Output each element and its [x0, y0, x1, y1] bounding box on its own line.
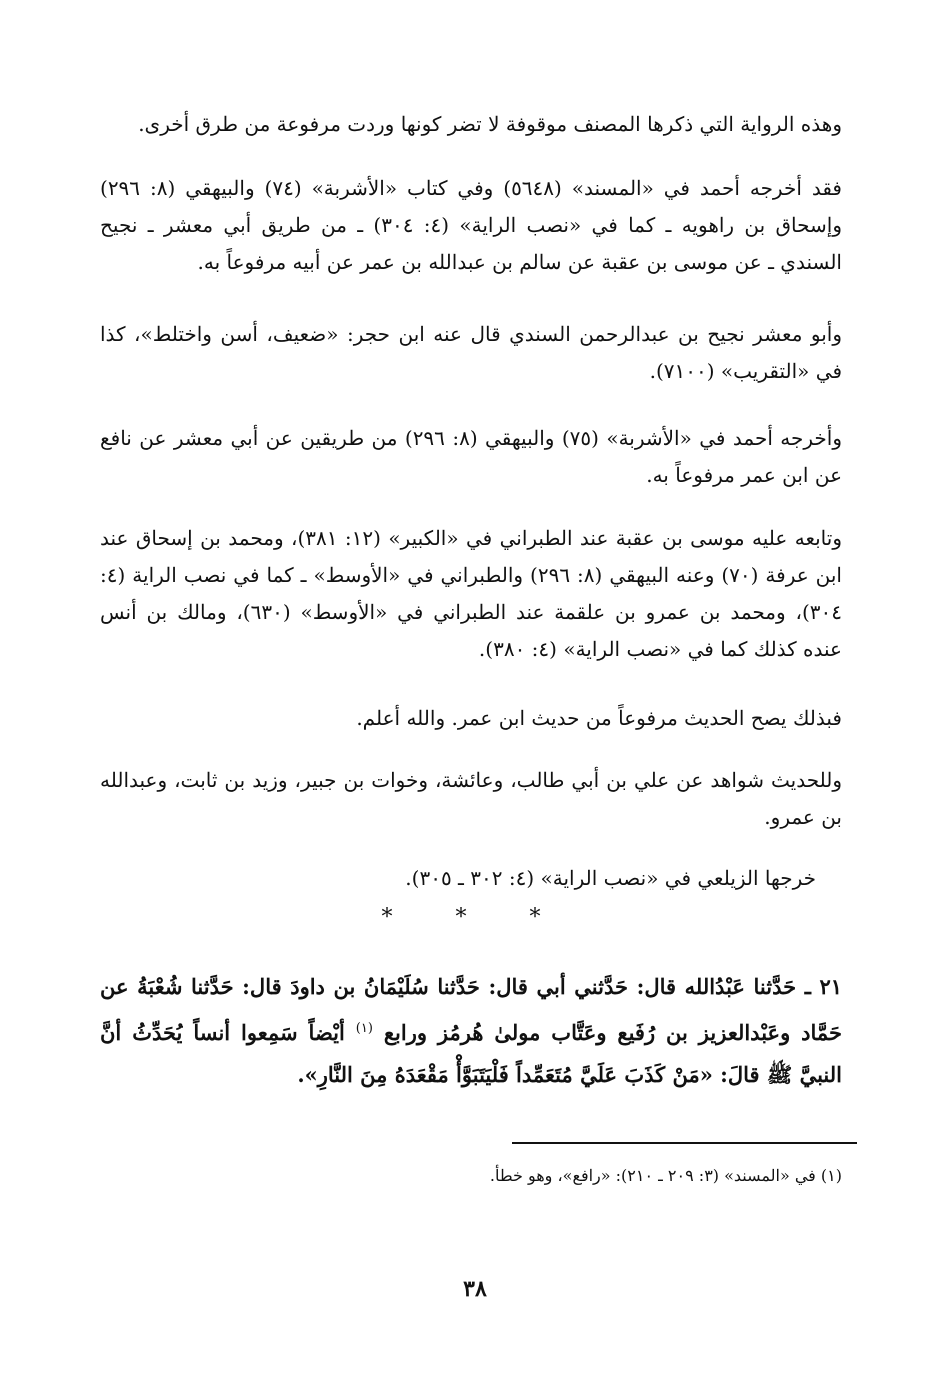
section-separator: * * * — [381, 905, 569, 930]
paragraph-takhrij: فقد أخرجه أحمد في «المسند» (٥٦٤٨) وفي كتاب «الأشربة» (٧٤) والبيهقي (٨: ٢٩٦) وإسحاق بن راهويه ـ كما في «نصب الراية» (٤: ٣٠٤) ـ من طريق أبي معشر ـ نجيح السندي ـ عن موسى بن عقبة عن سالم بن عبدالله بن عمر عن أبيه مرفوعاً به. — [100, 176, 842, 274]
hadith-21 — [100, 966, 842, 1096]
paragraph-conclusion: فبذلك يصح الحديث مرفوعاً من حديث ابن عمر. والله أعلم. — [356, 706, 842, 730]
paragraph-zaylai: خرجها الزيلعي في «نصب الراية» (٤: ٣٠٢ ـ ٣٠٥). — [405, 866, 816, 890]
footnote-1: (١) في «المسند» (٣: ٢٠٩ ـ ٢١٠): «رافع»، وهو خطأ. — [489, 1166, 842, 1185]
paragraph-abu-mashar: وأبو معشر نجيح بن عبدالرحمن السندي قال عنه ابن حجر: «ضعيف، أسن واختلط»، كذا في «التقريب» (٧١٠٠). — [100, 322, 842, 383]
paragraph-mutabaat: وتابعه عليه موسى بن عقبة عند الطبراني في «الكبير» (١٢: ٣٨١)، ومحمد بن إسحاق عند ابن عرفة (٧٠) وعنه البيهقي (٨: ٢٩٦) والطبراني في «الأوسط» ـ كما في نصب الراية (٤: ٣٠٤)، ومحمد بن عمرو بن علقمة عند الطبراني في «الأوسط» (٦٣٠)، ومالك بن أنس عنده كذلك كما في «نصب الراية» (٤: ٣٨٠). — [100, 526, 842, 661]
page-number: ٣٨ — [463, 1276, 487, 1302]
paragraph-ashriba: وأخرجه أحمد في «الأشربة» (٧٥) والبيهقي (٨: ٢٩٦) من طريقين عن أبي معشر عن نافع عن ابن عمر مرفوعاً به. — [100, 426, 842, 487]
hadith-text-start: ٢١ ـ حَدَّثنا عَبْدُالله قال: حَدَّثني أبي قال: حَدَّثنا سُلَيْمَانُ بن داودَ قال: حَدَّثنا شُعْبَةُ عن حَمَّاد وعَبْدالعزيز بن رُفَيع وعَتَّاب مولىٰ هُرمُز ورابع — [100, 974, 843, 1045]
footnote-divider — [512, 1142, 857, 1144]
footnote-reference: (١) — [355, 1021, 373, 1036]
paragraph-shawahid: وللحديث شواهد عن علي بن أبي طالب، وعائشة، وخوات بن جبير، وزيد بن ثابت، وعبدالله بن عمرو. — [100, 768, 842, 829]
paragraph-intro: وهذه الرواية التي ذكرها المصنف موقوفة لا تضر كونها وردت مرفوعة من طرق أخرى. — [138, 112, 842, 136]
hadith-text-end: أيْضاً سَمِعوا أنساً يُحَدِّثُ أنَّ النبيَّ ﷺ قالَ: «مَنْ كَذَبَ عَلَيَّ مُتَعَمِّداً فَلْيَتَبَوَّأْ مَقْعَدَهُ مِنَ النَّارِ». — [100, 1020, 842, 1087]
